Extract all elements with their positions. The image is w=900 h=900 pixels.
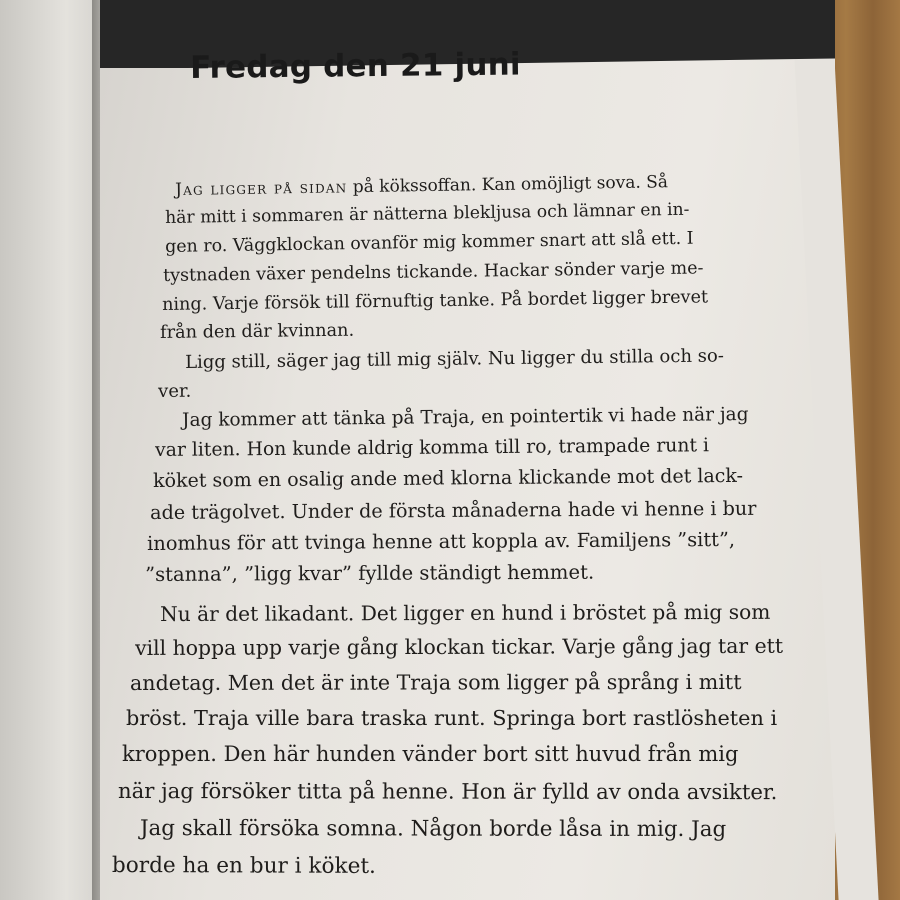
lead-in: Jag ligger på sidan bbox=[175, 177, 348, 200]
chapter-title: Fredag den 21 juni bbox=[190, 46, 521, 86]
text-line: tystnaden växer pendelns tickande. Hackar sönder varje me- bbox=[163, 258, 704, 286]
text-line: gen ro. Väggklockan ovanför mig kommer snart att slå ett. I bbox=[165, 228, 694, 257]
text-line: var liten. Hon kunde aldrig komma till ro, trampade runt i bbox=[155, 435, 710, 461]
line-text: på kökssoffan. Kan omöjligt sova. Så bbox=[347, 172, 669, 198]
text-line: här mitt i sommaren är nätterna blekljusa och lämnar en in- bbox=[165, 199, 690, 228]
text-line: vill hoppa upp varje gång klockan tickar. Varje gång jag tar ett bbox=[135, 633, 784, 660]
text-line: Jag kommer att tänka på Traja, en pointertik vi hade när jag bbox=[182, 404, 749, 431]
text-line: ver. bbox=[158, 380, 192, 402]
text-line: borde ha en bur i köket. bbox=[111, 853, 376, 879]
text-line: Jag skall försöka somna. Någon borde låsa in mig. Jag bbox=[139, 816, 727, 843]
text-line: inomhus för att tvinga henne att koppla av. Familjens ”sitt”, bbox=[147, 527, 736, 555]
text-line: kroppen. Den här hunden vänder bort sitt huvud från mig bbox=[122, 742, 739, 766]
text-line: andetag. Men det är inte Traja som ligger på språng i mitt bbox=[130, 669, 742, 695]
text-line: ”stanna”, ”ligg kvar” fyllde ständigt hemmet. bbox=[145, 560, 595, 586]
text-line: Ligg still, säger jag till mig själv. Nu ligger du stilla och so- bbox=[185, 345, 725, 373]
text-line: när jag försöker titta på henne. Hon är fylld av onda avsikter. bbox=[117, 778, 778, 805]
text-line: köket som en osalig ande med klorna klickande mot det lack- bbox=[153, 464, 744, 492]
text-line: från den där kvinnan. bbox=[160, 320, 355, 343]
text-line: bröst. Traja ville bara traska runt. Springa bort rastlösheten i bbox=[126, 706, 778, 730]
text-line: ning. Varje försök till förnuftig tanke. På bordet ligger brevet bbox=[162, 287, 709, 315]
text-line: Nu är det likadant. Det ligger en hund i bröstet på mig som bbox=[160, 599, 771, 626]
text-line: ade trägolvet. Under de första månaderna hade vi henne i bur bbox=[150, 496, 757, 524]
